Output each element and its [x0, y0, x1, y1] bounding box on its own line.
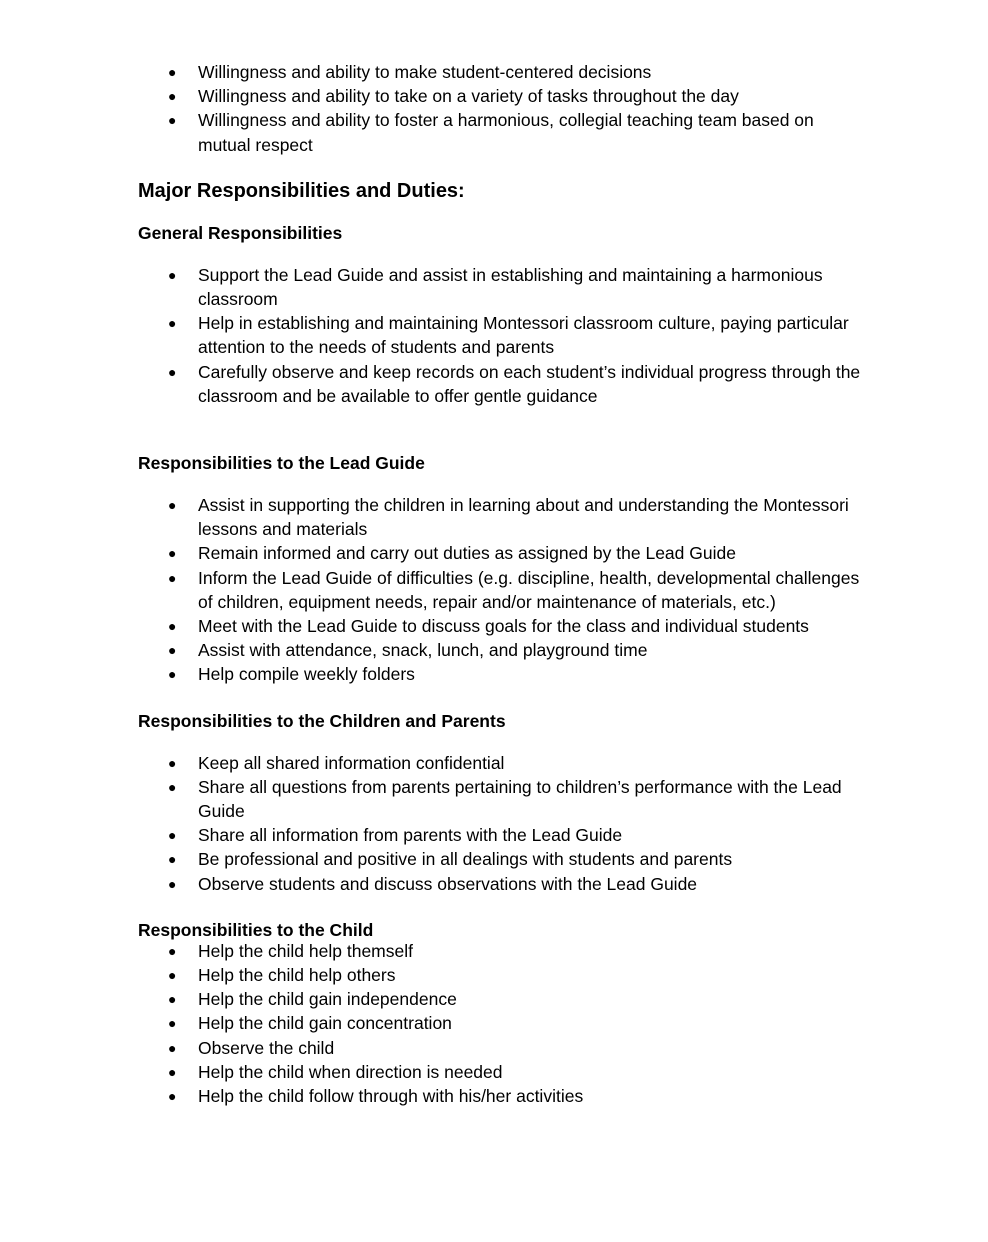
general-responsibilities-list: [138, 263, 868, 408]
list-item-text: Help in establishing and maintaining Montessori classroom culture, paying particular attention to the needs of students and parents: [198, 313, 849, 358]
list-item-text: Help the child gain independence: [198, 989, 457, 1010]
bullet-icon: ●: [168, 88, 177, 105]
bullet-icon: ●: [168, 315, 177, 332]
list-item-text: Help the child follow through with his/her activities: [198, 1086, 584, 1107]
list-item-text: Inform the Lead Guide of difficulties (e.g. discipline, health, developmental challenges of children, equipment needs, repair and/or maintenance of materials, etc.): [198, 567, 860, 612]
list-item: [138, 847, 868, 871]
bullet-icon: ●: [168, 827, 177, 844]
list-item-text: Help the child help themself: [198, 940, 413, 961]
document-content: [138, 60, 868, 1108]
list-item-text: Remain informed and carry out duties as assigned by the Lead Guide: [198, 543, 736, 564]
list-item-text: Assist in supporting the children in learning about and understanding the Montessori lessons and materials: [198, 495, 849, 540]
list-item: [138, 939, 868, 963]
child-responsibilities-heading: Responsibilities to the Child: [138, 919, 374, 940]
list-item-text: Support the Lead Guide and assist in establishing and maintaining a harmonious classroom: [198, 264, 823, 310]
list-item-text: Carefully observe and keep records on each student’s individual progress through the classroom and be available to offer gentle guidance: [198, 361, 861, 406]
list-item-text: Be professional and positive in all dealings with students and parents: [198, 849, 733, 870]
bullet-icon: ●: [168, 497, 177, 514]
intro-list: [138, 60, 868, 157]
bullet-icon: ●: [168, 1015, 177, 1032]
list-item: [138, 108, 868, 156]
list-item: [138, 963, 868, 987]
bullet-icon: ●: [168, 1088, 177, 1105]
bullet-icon: ●: [168, 851, 177, 868]
list-item: [138, 566, 868, 614]
bullet-icon: ●: [168, 618, 177, 635]
list-item: [138, 1011, 868, 1035]
lead-guide-responsibilities-heading: Responsibilities to the Lead Guide: [138, 453, 425, 474]
list-item: [138, 638, 868, 662]
bullet-icon: ●: [168, 266, 177, 283]
bullet-icon: ●: [168, 778, 177, 795]
list-item-text: Help the child when direction is needed: [198, 1061, 503, 1082]
list-item: [138, 1084, 868, 1108]
children-parents-responsibilities-heading: Responsibilities to the Children and Parents: [138, 710, 506, 731]
list-item-text: Keep all shared information confidential: [198, 752, 505, 773]
list-item-text: Help the child help others: [198, 965, 396, 986]
bullet-icon: ●: [168, 1063, 177, 1080]
bullet-icon: ●: [168, 967, 177, 984]
list-item-text: Willingness and ability to foster a harmonious, collegial teaching team based on mutual respect: [198, 110, 814, 155]
list-item: [138, 360, 868, 408]
list-item: [138, 263, 868, 311]
list-item: [138, 662, 868, 686]
list-item: [138, 775, 868, 823]
child-responsibilities-list: [138, 939, 868, 1108]
bullet-icon: ●: [168, 942, 177, 959]
list-item: [138, 1036, 868, 1060]
list-item-text: Observe the child: [198, 1037, 335, 1058]
list-item: [138, 987, 868, 1011]
bullet-icon: ●: [168, 64, 177, 80]
bullet-icon: ●: [168, 666, 177, 683]
list-item: [138, 311, 868, 359]
list-item: [138, 614, 868, 638]
bullet-icon: ●: [168, 569, 177, 586]
list-item: [138, 751, 868, 775]
bullet-icon: ●: [168, 1039, 177, 1056]
list-item-text: Observe students and discuss observations with the Lead Guide: [198, 873, 698, 894]
list-item-text: Willingness and ability to make student-centered decisions: [198, 62, 652, 82]
list-item: [138, 84, 868, 108]
list-item: [138, 60, 868, 84]
list-item: [138, 1060, 868, 1084]
bullet-icon: ●: [168, 991, 177, 1008]
bullet-icon: ●: [168, 754, 177, 771]
list-item-text: Share all information from parents with the Lead Guide: [198, 825, 623, 846]
bullet-icon: ●: [168, 875, 177, 892]
list-item: [138, 872, 868, 896]
list-item: [138, 541, 868, 565]
bullet-icon: ●: [168, 363, 177, 380]
list-item: [138, 493, 868, 541]
general-responsibilities-heading: General Responsibilities: [138, 222, 343, 243]
bullet-icon: ●: [168, 642, 177, 659]
children-parents-responsibilities-list: [138, 751, 868, 896]
list-item-text: Help compile weekly folders: [198, 664, 415, 685]
major-responsibilities-heading: Major Responsibilities and Duties:: [138, 179, 465, 202]
list-item-text: Share all questions from parents pertaining to children’s performance with the Lead Guide: [198, 776, 842, 822]
list-item: [138, 823, 868, 847]
bullet-icon: ●: [168, 545, 177, 562]
list-item-text: Meet with the Lead Guide to discuss goals for the class and individual students: [198, 616, 809, 637]
list-item-text: Assist with attendance, snack, lunch, and playground time: [198, 640, 648, 661]
list-item-text: Help the child gain concentration: [198, 1013, 452, 1034]
list-item-text: Willingness and ability to take on a variety of tasks throughout the day: [198, 86, 739, 107]
lead-guide-responsibilities-list: [138, 493, 868, 687]
bullet-icon: ●: [168, 112, 177, 129]
